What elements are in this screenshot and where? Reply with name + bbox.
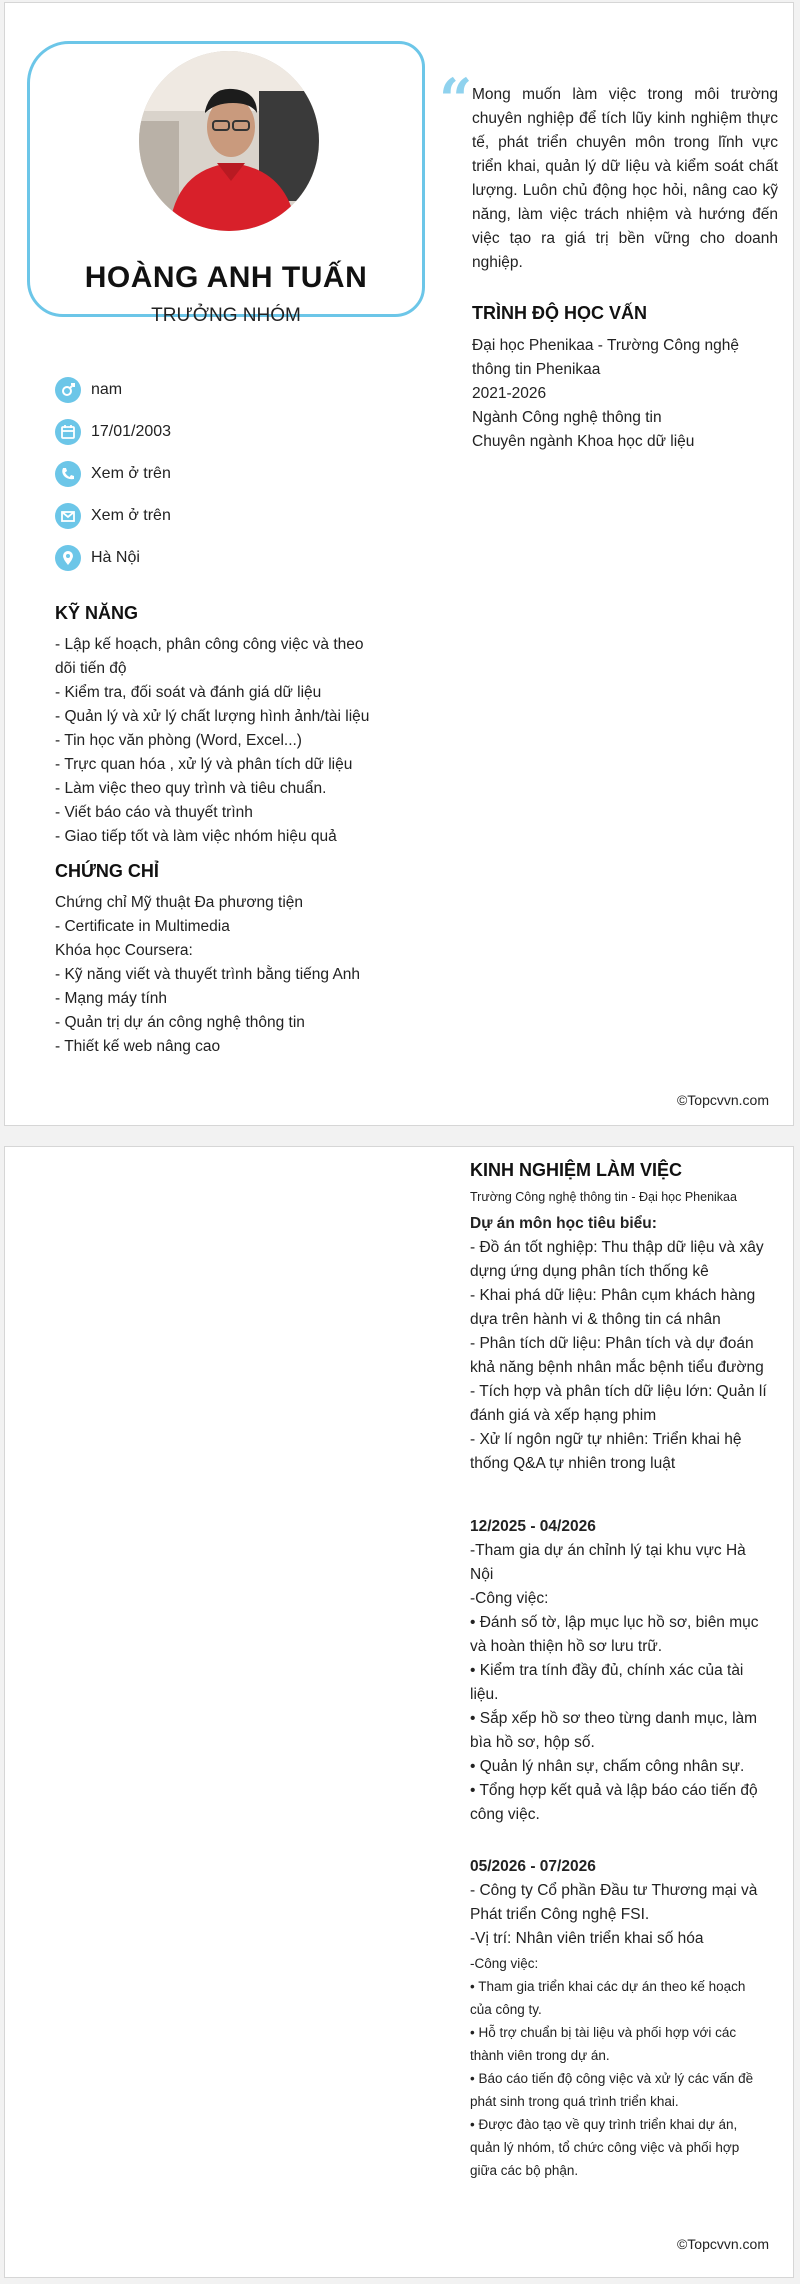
contact-phone — [55, 460, 171, 488]
education-line: thông tin Phenikaa — [472, 361, 601, 378]
certificate-item: - Mạng máy tính — [55, 990, 167, 1007]
experience-company: Trường Công nghệ thông tin - Đại học Phenikaa — [470, 1190, 737, 1204]
job1-line: liệu. — [470, 1686, 499, 1703]
project-line: khả năng bệnh nhân mắc bệnh tiểu đường — [470, 1359, 764, 1376]
job2-line: -Vị trí: Nhân viên triển khai số hóa — [470, 1930, 704, 1947]
project-line: - Đồ án tốt nghiệp: Thu thập dữ liệu và xây — [470, 1239, 764, 1256]
career-objective: Mong muốn làm việc trong môi trường chuyên nghiệp để tích lũy kinh nghiệm thực tế, phát triển chuyên môn trong lĩnh vực triển khai, quản lý dữ liệu và kiểm soát chất lượng. Luôn chủ động học hỏi, nâng cao kỹ năng, làm việc trách nhiệm và hướng đến việc tạo ra giá trị bền vững cho doanh nghiệp. — [472, 86, 778, 271]
skill-item: - Làm việc theo quy trình và tiêu chuẩn. — [55, 780, 327, 797]
job1-line: bìa hồ sơ, hộp số. — [470, 1734, 595, 1751]
education-line: Ngành Công nghệ thông tin — [472, 409, 662, 426]
address-value: Hà Nội — [91, 549, 140, 566]
job1 — [470, 1515, 759, 1827]
skill-item: - Viết báo cáo và thuyết trình — [55, 804, 253, 821]
skill-item: - Kiểm tra, đối soát và đánh giá dữ liệu — [55, 684, 322, 701]
contact-email — [55, 502, 171, 530]
avatar — [139, 51, 319, 231]
projects-title: Dự án môn học tiêu biểu: — [470, 1215, 657, 1232]
job1-line: công việc. — [470, 1806, 540, 1823]
project-line: dựng ứng dụng phân tích thống kê — [470, 1263, 709, 1280]
job2-duties — [470, 1952, 753, 2182]
phone-icon — [55, 461, 81, 487]
candidate-name: HOÀNG ANH TUẤN — [84, 261, 368, 294]
project-line: dựa trên hành vi & thông tin cá nhân — [470, 1311, 721, 1328]
job2-duty-line: phát sinh trong quá trình triển khai. — [470, 2094, 679, 2109]
job2 — [470, 1855, 757, 1951]
job1-line: • Tổng hợp kết quả và lập báo cáo tiến độ — [470, 1782, 758, 1799]
job1-line: • Sắp xếp hồ sơ theo từng danh mục, làm — [470, 1710, 758, 1727]
certificates-title: CHỨNG CHỈ — [55, 861, 159, 881]
project-line: - Phân tích dữ liệu: Phân tích và dự đoán — [470, 1335, 754, 1352]
job2-duty-line: • Hỗ trợ chuẩn bị tài liệu và phối hợp với các — [470, 2025, 737, 2040]
quote-icon: “ — [439, 66, 473, 134]
education-line: 2021-2026 — [472, 385, 547, 402]
calendar-icon — [55, 419, 81, 445]
project-line: đánh giá và xếp hạng phim — [470, 1407, 657, 1424]
contact-address — [55, 544, 140, 572]
education-list — [472, 334, 739, 454]
job1-line: -Tham gia dự án chỉnh lý tại khu vực Hà — [470, 1542, 746, 1559]
skill-item: dõi tiến độ — [55, 660, 127, 677]
phone-value: Xem ở trên — [91, 465, 171, 482]
education-line: Chuyên ngành Khoa học dữ liệu — [472, 433, 695, 450]
job2-duty-line: • Báo cáo tiến độ công việc và xử lý các vấn đề — [470, 2071, 754, 2086]
contact-birthdate — [55, 418, 171, 446]
gender-value: nam — [91, 381, 123, 398]
certificates-list — [55, 891, 360, 1059]
projects-list — [470, 1212, 767, 1476]
job1-period: 12/2025 - 04/2026 — [470, 1518, 596, 1535]
job1-line: • Kiểm tra tính đầy đủ, chính xác của tài — [470, 1662, 744, 1679]
job2-line: - Công ty Cổ phần Đầu tư Thương mại và — [470, 1882, 758, 1899]
job2-period: 05/2026 - 07/2026 — [470, 1858, 596, 1875]
education-title: TRÌNH ĐỘ HỌC VẤN — [472, 303, 647, 323]
cv-page-1 — [4, 2, 794, 1126]
skill-item: - Quản lý và xử lý chất lượng hình ảnh/tài liệu — [55, 708, 370, 725]
certificate-item: Khóa học Coursera: — [55, 942, 193, 959]
skill-item: - Trực quan hóa , xử lý và phân tích dữ liệu — [55, 756, 353, 773]
email-icon — [55, 503, 81, 529]
birthdate-value: 17/01/2003 — [91, 423, 172, 440]
job2-duty-line: -Công việc: — [470, 1956, 539, 1971]
job2-duty-line: của công ty. — [470, 2002, 542, 2017]
project-line: thống Q&A tự nhiên trong luật — [470, 1455, 676, 1472]
job1-line: • Đánh số tờ, lập mục lục hồ sơ, biên mục — [470, 1614, 759, 1631]
contact-gender — [55, 376, 122, 404]
certificate-item: Chứng chỉ Mỹ thuật Đa phương tiện — [55, 894, 304, 911]
job2-duty-line: • Tham gia triển khai các dự án theo kế hoạch — [470, 1979, 746, 1994]
gender-icon — [55, 377, 81, 403]
skills-title: KỸ NĂNG — [55, 603, 139, 623]
location-icon — [55, 545, 81, 571]
certificate-item: - Kỹ năng viết và thuyết trình bằng tiếng Anh — [55, 966, 361, 983]
job2-duty-line: quản lý nhóm, tổ chức công việc và phối hợp — [470, 2140, 740, 2155]
watermark: ©Topcvvn.com — [676, 2236, 769, 2252]
job1-line: -Công việc: — [470, 1590, 549, 1607]
skill-item: - Lập kế hoạch, phân công công việc và theo — [55, 636, 364, 653]
job1-line: Nội — [470, 1566, 494, 1583]
project-line: - Khai phá dữ liệu: Phân cụm khách hàng — [470, 1287, 756, 1304]
skill-item: - Tin học văn phòng (Word, Excel...) — [55, 732, 302, 749]
email-value: Xem ở trên — [91, 507, 171, 524]
candidate-role: TRƯỞNG NHÓM — [151, 305, 301, 326]
watermark: ©Topcvvn.com — [676, 1092, 769, 1108]
certificate-item: - Thiết kế web nâng cao — [55, 1038, 221, 1055]
job2-duty-line: • Được đào tạo về quy trình triển khai dự án, — [470, 2117, 738, 2132]
skills-list — [55, 633, 369, 849]
job2-duty-line: giữa các bộ phận. — [470, 2163, 579, 2178]
job2-duty-line: thành viên trong dự án. — [470, 2048, 610, 2063]
avatar-photo — [139, 51, 319, 231]
experience-title: KINH NGHIỆM LÀM VIỆC — [470, 1160, 683, 1180]
job2-line: Phát triển Công nghệ FSI. — [470, 1906, 650, 1923]
skill-item: - Giao tiếp tốt và làm việc nhóm hiệu quả — [55, 828, 337, 845]
project-line: - Xử lí ngôn ngữ tự nhiên: Triển khai hệ — [470, 1431, 742, 1448]
education-line: Đại học Phenikaa - Trường Công nghệ — [472, 337, 739, 354]
job1-line: • Quản lý nhân sự, chấm công nhân sự. — [470, 1758, 745, 1775]
project-line: - Tích hợp và phân tích dữ liệu lớn: Quản lí — [470, 1383, 767, 1400]
job1-line: và hoàn thiện hồ sơ lưu trữ. — [470, 1638, 663, 1655]
certificate-item: - Certificate in Multimedia — [55, 918, 230, 935]
certificate-item: - Quản trị dự án công nghệ thông tin — [55, 1014, 305, 1031]
